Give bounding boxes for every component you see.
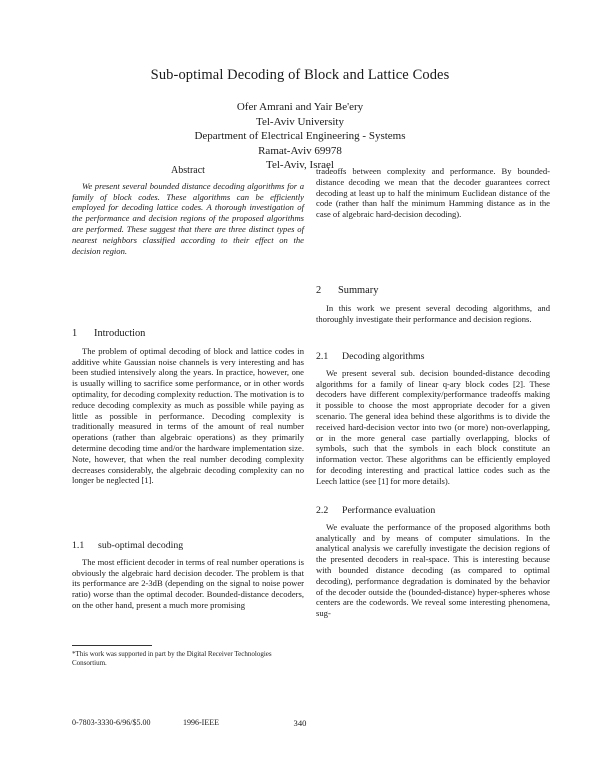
affiliation-city: Tel-Aviv, Israel	[266, 159, 334, 171]
subsection-title: sub-optimal decoding	[98, 540, 184, 551]
author-names: Ofer Amrani and Yair Be'ery	[236, 101, 364, 113]
page-number: 340	[293, 718, 307, 728]
footnote: *This work was supported in part by the Digital Receiver Technologies Consortium.	[72, 650, 272, 667]
subsection-number: 1.1	[72, 540, 85, 551]
paper-title: Sub-optimal Decoding of Block and Lattice Codes	[150, 67, 450, 83]
abstract-heading: Abstract	[171, 165, 205, 176]
performance-paragraph: We evaluate the performance of the proposed algorithms both analytically and by means of computer simulations. In the analytical analysis we carefully investigate the decision regions of the presented decoders in real-space. This is interesting because with bounded distance decoding (as compared to optimal decoding), performance degradation is dominated by the behavior of the decoder outside the (bounded-distance) hyper-spheres whose centers are the codewords. We reveal some interesting phenomena, sug-	[316, 521, 550, 619]
subsection-number: 2.1	[316, 351, 329, 362]
suboptimal-section	[72, 541, 304, 611]
section-title: Introduction	[94, 328, 146, 339]
summary-heading	[316, 286, 550, 297]
introduction-heading	[72, 329, 304, 340]
continuation-text	[316, 166, 550, 220]
continuation-paragraph: tradeoffs between complexity and performance. By bounded-distance decoding we mean that the decoder guarantees correct decoding at least up to half the minimum Euclidean distance of the code (rather than half the minimum Hamming distance as in the case of algebraic hard-decision decoding).	[316, 166, 550, 220]
abstract-section	[72, 166, 304, 256]
footer-isbn: 0-7803-3330-6/96/$5.00	[72, 718, 151, 727]
subsection-title: Performance evaluation	[342, 505, 436, 516]
decoding-algorithms-paragraph: We present several sub. decision bounded-distance decoding algorithms for a family of linear q-ary block codes [2]. These decoders have different complexity/performance tradeoffs making it possible to choose the most appropriate decoder for a given scenario. The general idea behind these algorithms is to divide the received hard-decision vector into two (or more) non-overlapping, or in the more general case partially overlapping, blocks of symbols, such that the symbols in each block constitute an information vector. These algorithms can be efficiently employed for decoding interesting and practical lattice codes such as the Leech lattice (see [1] for more details).	[316, 367, 550, 486]
subsection-number: 2.2	[316, 505, 329, 516]
footnote-rule	[72, 645, 152, 646]
suboptimal-paragraph: The most efficient decoder in terms of real number operations is obviously the algebraic hard decision decoder. The problem is that its performance are 2-3dB (depending on the signal to noise power ratio) worse than the optimal decoder. Bounded-distance decoders, on the other hand, present a much more promising	[72, 556, 304, 610]
affiliation-department: Department of Electrical Engineering - Systems	[194, 130, 406, 142]
summary-paragraph: In this work we present several decoding algorithms, and thoroughly investigate their performance and decision regions.	[316, 302, 550, 324]
section-title: Summary	[338, 285, 379, 296]
suboptimal-heading	[72, 541, 304, 552]
summary-section	[316, 286, 550, 324]
affiliation-address: Ramat-Aviv 69978	[258, 144, 342, 157]
introduction-section	[72, 329, 304, 486]
performance-section	[316, 506, 550, 619]
footer-copyright: 1996-IEEE	[183, 718, 219, 727]
author-block	[0, 100, 600, 173]
section-number: 1	[72, 328, 78, 339]
decoding-algorithms-section	[316, 352, 550, 487]
performance-heading	[316, 506, 550, 517]
introduction-paragraph: The problem of optimal decoding of block and lattice codes in additive white Gaussian noise channels is very interesting and has been studied intensively along the years. In practice, however, one is usually willing to sacrifice some performance, or in other words optimality, for decoding complexity reduction. The motivation is to reduce decoding complexity as much as possible while paying as little as possible in performance. Decoding complexity is traditionally measured in terms of the amount of real number operations (rather than algebraic operations) as they primarily determine decoding time and/or the hardware implementation size. Note, however, that when the real number decoding complexity decreases considerably, the algebraic decoding complexity can no longer be neglected [1].	[72, 345, 304, 486]
decoding-algorithms-heading	[316, 352, 550, 363]
abstract-text: We present several bounded distance decoding algorithms for a family of block codes. These algorithms can be efficiently employed for decoding lattice codes. A thorough investigation of the performance and decision regions of the proposed algorithms are performed. These suggest that there are three distinct types of nearest neighbors classified according to their effect on the decision region.	[72, 180, 304, 256]
subsection-title: Decoding algorithms	[342, 351, 425, 362]
affiliation-university: Tel-Aviv University	[256, 115, 344, 128]
section-number: 2	[316, 285, 322, 296]
